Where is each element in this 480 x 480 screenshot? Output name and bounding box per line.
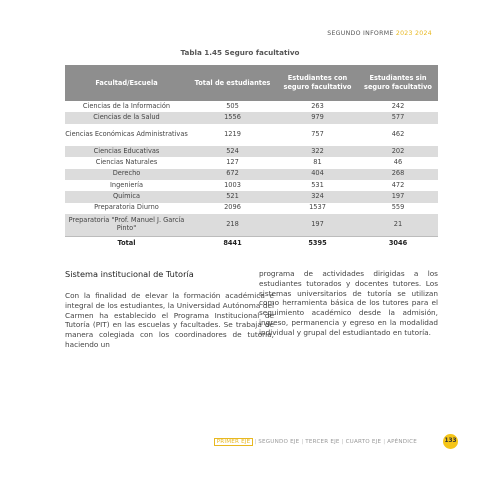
body-text-left: Con la finalidad de elevar la formación académica e integral de los estudiantes, la Universidad Autónoma del Carmen ha establecido el Programa Institucional de Tutoría (PIT) en las escuelas y facultades. Se trabaja de manera colegiada con los coordinadores de tutoría, haciendo un (65, 291, 274, 349)
total-cell: 524 (188, 146, 277, 157)
page-number-badge: 133 (443, 434, 458, 449)
report-title: SEGUNDO INFORME (327, 30, 394, 37)
table-row (65, 214, 438, 237)
table-row (65, 191, 438, 202)
faculty-cell: Ciencias de la Salud (65, 112, 188, 123)
total-label: Total (65, 237, 188, 252)
faculty-cell: Derecho (65, 169, 188, 180)
footer-navigation (214, 438, 418, 446)
table-header-row (65, 65, 438, 101)
total-cell: 521 (188, 191, 277, 202)
uninsured-cell: 472 (391, 180, 405, 189)
uninsured-cell: 462 (391, 129, 405, 138)
total-insured: 5395 (277, 237, 358, 252)
page-header (327, 30, 432, 37)
faculty-cell: Ciencias de la Información (82, 101, 171, 110)
table-row (65, 169, 438, 180)
nav-link-cuarto-eje[interactable]: CUARTO EJE (345, 439, 382, 445)
total-cell: 1003 (224, 180, 241, 189)
total-students: 8441 (188, 237, 277, 252)
body-text-right: programa de actividades dirigidas a los estudiantes tutorados y docentes tutores. Los sistemas universitarios de tutoría se utilizan como herramienta básica de los tutores para el seguimiento académico desde la admisión, ingreso, permanencia y egreso en la modalidad individual y grupal del estudiantado en tutoría. (259, 269, 438, 337)
nav-separator: | (301, 439, 304, 445)
nav-separator: | (341, 439, 344, 445)
total-cell: 218 (188, 214, 277, 237)
insured-cell: 979 (277, 112, 358, 123)
insured-cell: 1537 (309, 203, 326, 212)
faculty-cell: Preparatoria Diurno (94, 203, 159, 212)
faculty-cell: Ingeniería (109, 180, 144, 189)
total-row (65, 237, 438, 252)
nav-link-segundo-eje[interactable]: SEGUNDO EJE (258, 439, 300, 445)
uninsured-cell: 202 (358, 146, 438, 157)
table-row (65, 203, 438, 214)
uninsured-cell: 46 (393, 157, 403, 166)
table-row (65, 180, 438, 191)
total-cell: 1219 (224, 129, 241, 138)
nav-link-apendice[interactable]: APÉNDICE (387, 439, 417, 445)
uninsured-cell: 268 (358, 169, 438, 180)
nav-separator: | (254, 439, 257, 445)
faculty-cell: Ciencias Naturales (95, 157, 158, 166)
total-cell: 1556 (188, 112, 277, 123)
nav-link-primer-eje[interactable]: PRIMER EJE (214, 438, 254, 446)
insured-cell: 324 (277, 191, 358, 202)
faculty-cell: Ciencias Educativas (65, 146, 188, 157)
insurance-table (65, 65, 438, 251)
nav-separator: | (383, 439, 386, 445)
faculty-cell: Ciencias Económicas Administrativas (65, 129, 188, 138)
column-header-faculty: Facultad/Escuela (65, 65, 188, 101)
insured-cell: 404 (277, 169, 358, 180)
total-uninsured: 3046 (358, 237, 438, 252)
insured-cell: 757 (311, 129, 324, 138)
total-cell: 127 (226, 157, 239, 166)
column-header-uninsured: Estudiantes sin seguro facultativo (358, 65, 438, 101)
nav-link-tercer-eje[interactable]: TERCER EJE (305, 439, 340, 445)
total-cell: 672 (188, 169, 277, 180)
section-heading: Sistema institucional de Tutoría (65, 269, 194, 279)
uninsured-cell: 21 (358, 214, 438, 237)
uninsured-cell: 559 (391, 203, 405, 212)
insured-cell: 531 (311, 180, 324, 189)
report-years: 2023 2024 (395, 30, 432, 37)
table-row (65, 112, 438, 123)
uninsured-cell: 242 (391, 101, 405, 110)
table-row (65, 146, 438, 157)
uninsured-cell: 197 (358, 191, 438, 202)
faculty-cell: Preparatoria "Prof. Manuel J. García Pinto" (65, 214, 188, 237)
total-cell: 2096 (224, 203, 241, 212)
insured-cell: 322 (277, 146, 358, 157)
uninsured-cell: 577 (358, 112, 438, 123)
table-row (65, 101, 438, 112)
column-header-total: Total de estudiantes (188, 65, 277, 101)
insured-cell: 263 (311, 101, 324, 110)
insured-cell: 81 (313, 157, 322, 166)
faculty-cell: Química (65, 191, 188, 202)
column-header-insured: Estudiantes con seguro facultativo (277, 65, 358, 101)
table-row (65, 124, 438, 146)
insured-cell: 197 (277, 214, 358, 237)
table-row (65, 157, 438, 168)
total-cell: 505 (226, 101, 239, 110)
table-caption: Tabla 1.45 Seguro facultativo (180, 48, 300, 57)
